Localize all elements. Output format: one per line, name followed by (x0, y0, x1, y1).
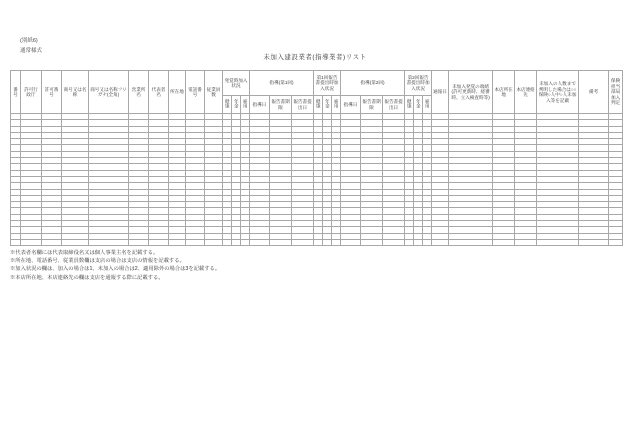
empty-cell (449, 239, 493, 245)
empty-cell (383, 239, 405, 245)
sub-header-health-1 (223, 96, 232, 114)
empty-cell (169, 239, 186, 245)
note-status-codes: ※加入状況の欄は、加入の場合は1、未加入の場合は2、適用除外の場合は3を記載する。 (10, 266, 221, 273)
col-header-head-office-contact: 本店連絡先 (515, 71, 537, 114)
empty-cell (361, 239, 383, 245)
employment-label: 雇用 (243, 99, 249, 109)
table-header (11, 71, 623, 114)
group-header-guidance-2: 指導(第2回) (341, 71, 405, 96)
note-representative: ※代表者名欄には代表取締役名又は個人事業主名を記載する。 (10, 250, 159, 256)
empty-cell (42, 239, 62, 245)
group-header-discovery-status: 発覚時加入状況 (223, 71, 250, 96)
empty-cell (423, 239, 432, 245)
health-label: 健康 (407, 99, 413, 109)
employment-label: 雇用 (334, 99, 340, 109)
group-header-report2-status: 第2回報告書提出時加入状況 (405, 71, 432, 96)
sub-header-guidance-date-1: 指導日 (250, 96, 270, 114)
footnotes (10, 249, 220, 282)
sub-header-report-deadline-2: 報告書期限 (361, 96, 383, 114)
pension-label: 年金 (416, 99, 422, 109)
empty-cell (609, 239, 623, 245)
group-header-report1-status: 第1回報告書提出時加入状況 (314, 71, 341, 96)
col-header-insurance-bureau-judgment: 保険担当部局加入判定 (609, 71, 623, 114)
employment-label: 雇用 (425, 99, 431, 109)
empty-cell (21, 239, 42, 245)
empty-cell (149, 239, 169, 245)
empty-cell (270, 239, 292, 245)
empty-cell (314, 239, 323, 245)
note-branch-info: ※所在地、電話番号、従業員数欄は支店の場合は支店の情報を記載する。 (10, 258, 185, 265)
sub-header-employment-1 (241, 96, 250, 114)
health-label: 健康 (316, 99, 322, 109)
sub-header-health-2 (314, 96, 323, 114)
col-header-permit-number: 許可番号 (42, 71, 62, 114)
group-header-guidance-1: 指導(第1回) (250, 71, 314, 96)
sub-header-health-3 (405, 96, 414, 114)
empty-cell (332, 239, 341, 245)
col-header-permit-agency: 許可行政庁 (21, 71, 42, 114)
empty-cell (250, 239, 270, 245)
col-header-discovery-trigger: 未加入発覚の端緒(許可更新時、経審時、立入検査時等) (449, 71, 493, 114)
table-row (11, 239, 623, 245)
col-header-remarks: 備考 (579, 71, 609, 114)
col-header-representative-name: 代表者名 (149, 71, 169, 114)
sub-header-employment-3 (423, 96, 432, 114)
sub-header-guidance-date-2: 指導日 (341, 96, 361, 114)
sub-header-employment-2 (332, 96, 341, 114)
sub-header-report-submit-date-1: 報告書提出日 (292, 96, 314, 114)
sub-header-pension-3 (414, 96, 423, 114)
format-label: 通常様式 (20, 48, 43, 54)
empty-cell (232, 239, 241, 245)
col-header-uninsured-count-note: 未加入の人数まで判明した場合は○○保険○人中○人未加入等を記載 (537, 71, 579, 114)
col-header-head-office-address: 本店所在地 (493, 71, 515, 114)
empty-cell (493, 239, 515, 245)
health-label: 健康 (225, 99, 231, 109)
pension-label: 年金 (325, 99, 331, 109)
col-header-phone-number: 電話番号 (186, 71, 205, 114)
attachment-label: (別紙6) (20, 38, 38, 44)
empty-cell (292, 239, 314, 245)
sub-header-report-submit-date-2: 報告書提出日 (383, 96, 405, 114)
empty-cell (241, 239, 250, 245)
col-header-office-name: 営業所名 (129, 71, 149, 114)
empty-cell (129, 239, 149, 245)
empty-cell (405, 239, 414, 245)
uninsured-contractors-table (10, 70, 623, 246)
empty-cell (11, 239, 21, 245)
note-head-office: ※本店所在地、本店連絡先の欄は支店を通報する際に記載する。 (10, 274, 164, 281)
empty-cell (579, 239, 609, 245)
empty-cell (89, 239, 129, 245)
empty-cell (515, 239, 537, 245)
empty-cell (537, 239, 579, 245)
empty-cell (223, 239, 232, 245)
col-header-address: 所在地 (169, 71, 186, 114)
col-header-company-name-kana: 商号又は名称フリガナ(全角) (89, 71, 129, 114)
col-header-notification-date: 通報日 (432, 71, 449, 114)
empty-cell (323, 239, 332, 245)
col-header-company-name: 商号又は名称 (62, 71, 89, 114)
sub-header-pension-2 (323, 96, 332, 114)
empty-cell (205, 239, 223, 245)
empty-cell (432, 239, 449, 245)
col-header-employee-count: 従業員数 (205, 71, 223, 114)
empty-cell (341, 239, 361, 245)
sub-header-report-deadline-1: 報告書期限 (270, 96, 292, 114)
empty-cell (414, 239, 423, 245)
page-title: 未加入建設業者(指導業者)リスト (263, 54, 367, 61)
pension-label: 年金 (234, 99, 240, 109)
sub-header-pension-1 (232, 96, 241, 114)
empty-cell (186, 239, 205, 245)
table-body (11, 114, 623, 246)
col-header-number: 番号 (11, 71, 21, 114)
empty-cell (62, 239, 89, 245)
